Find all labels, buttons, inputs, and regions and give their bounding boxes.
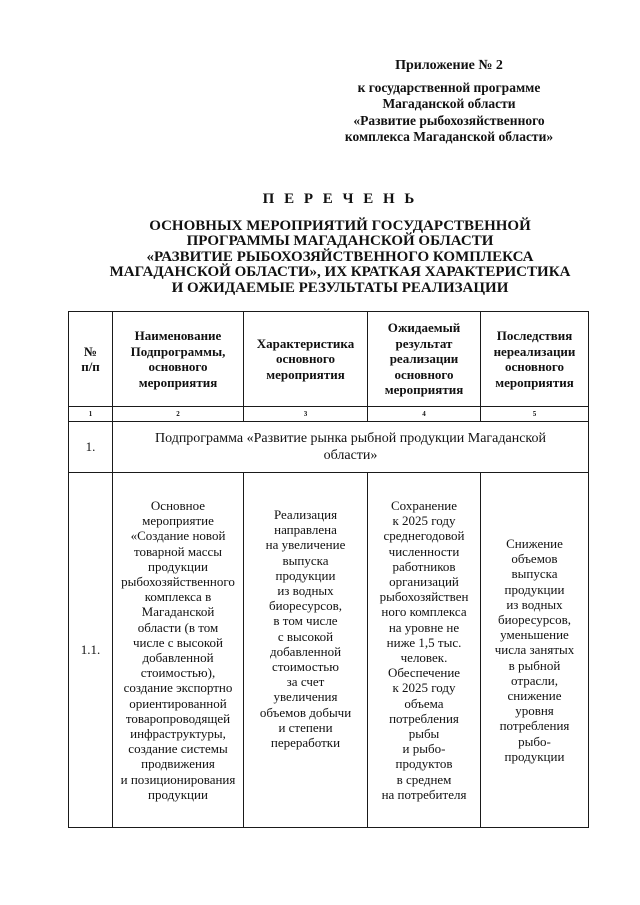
cell-line: переработки (270, 735, 341, 751)
cell-line: из водных (506, 596, 563, 612)
header-characteristic: Характеристика основного мероприятия (244, 312, 368, 407)
subprogram-title: Подпрограмма «Развитие рынка рыбной продукции Магаданской области» (113, 422, 589, 473)
cell-line: продукции (148, 558, 208, 574)
cell-line: в рыбной (508, 657, 561, 673)
cell-line: мероприятие (142, 513, 214, 529)
header-name: Наименование Подпрограммы, основного мероприятия (113, 312, 244, 407)
cell-line: добавленной (142, 650, 214, 665)
cell-line: инфраструктуры, (130, 726, 226, 742)
cell-line: Реализация (273, 507, 338, 522)
cell-line: работников (392, 558, 456, 574)
cell-line: ного комплекса (381, 604, 467, 620)
column-number: 2 (113, 407, 244, 422)
cell-line: рыбохозяйственного (121, 573, 235, 589)
cell-line: объемов добычи (259, 704, 352, 720)
cell-line: из водных (277, 583, 334, 599)
cell-line: на потребителя (381, 786, 467, 802)
row-name-cell (113, 473, 244, 828)
cell-line: уровня (515, 703, 554, 719)
heading-line: ОСНОВНЫХ МЕРОПРИЯТИЙ ГОСУДАРСТВЕННОЙ (149, 217, 531, 234)
heading-list-word: П Е Р Е Ч Е Н Ь (262, 191, 418, 207)
cell-line: создание экспортно (123, 680, 233, 696)
cell-line: и рыбо- (402, 741, 446, 757)
appendix-title: Приложение № 2 (395, 58, 503, 73)
appendix-line: Магаданской области (382, 96, 516, 111)
cell-line: продуктов (395, 756, 453, 772)
cell-line: товаропроводящей (125, 710, 231, 726)
heading-line: И ОЖИДАЕМЫЕ РЕЗУЛЬТАТЫ РЕАЛИЗАЦИИ (171, 279, 509, 296)
cell-line: направлена (274, 522, 337, 538)
cell-line: в среднем (396, 771, 452, 787)
heading-line: МАГАДАНСКОЙ ОБЛАСТИ», ИХ КРАТКАЯ ХАРАКТЕРИСТИКА (109, 264, 571, 280)
row-number: 1.1. (69, 473, 113, 828)
column-number: 5 (481, 407, 589, 422)
cell-line: комплекса в (144, 589, 212, 605)
cell-line: на увеличение (265, 537, 346, 553)
cell-line: рыбо- (518, 733, 551, 749)
cell-line: рыбохозяйствен (379, 589, 469, 605)
cell-line: числа занятых (494, 642, 575, 658)
cell-line: создание системы (128, 741, 228, 757)
header-number: № п/п (69, 312, 113, 407)
cell-line: Основное (150, 497, 206, 513)
cell-line: в том числе (273, 613, 338, 629)
header-expected-result: Ожидаемый результат реализации основного мероприятия (368, 312, 481, 407)
column-number: 1 (69, 407, 113, 422)
cell-line: снижение (507, 688, 562, 703)
cell-line: Магаданской (141, 604, 215, 620)
cell-line: продукции (504, 748, 565, 764)
cell-line: увеличения (273, 689, 338, 705)
column-number-row (69, 407, 589, 422)
heading-line: ПРОГРАММЫ МАГАДАНСКОЙ ОБЛАСТИ (186, 233, 494, 249)
cell-line: отрасли, (511, 672, 558, 688)
cell-line: среднегодовой (383, 528, 465, 544)
header-consequences: Последствия нереализации основного мероприятия (481, 312, 589, 407)
cell-line: Снижение (506, 535, 563, 551)
cell-line: биоресурсов, (498, 611, 571, 627)
cell-line: человек. (400, 650, 448, 665)
cell-line: уменьшение (500, 627, 569, 643)
cell-line: стоимостью (272, 659, 339, 675)
cell-line: Обеспечение (387, 665, 461, 681)
appendix-caption (318, 58, 580, 146)
cell-line: числе с высокой (132, 634, 224, 650)
cell-line: выпуска (282, 552, 329, 568)
cell-line: стоимостью), (140, 665, 216, 681)
cell-line: к 2025 году (392, 680, 456, 696)
cell-line: «Создание новой (130, 528, 226, 544)
cell-line: организаций (389, 573, 459, 589)
heading-line: «РАЗВИТИЕ РЫБОХОЗЯЙСТВЕННОГО КОМПЛЕКСА (146, 248, 534, 265)
cell-line: товарной массы (133, 543, 223, 559)
cell-line: и степени (278, 719, 333, 735)
cell-line: ниже 1,5 тыс. (386, 634, 462, 650)
cell-line: выпуска (511, 566, 558, 582)
cell-line: добавленной (269, 643, 342, 659)
cell-line: потребления (499, 718, 570, 734)
cell-line: к 2025 году (392, 513, 456, 529)
table-header-row (69, 312, 589, 407)
cell-line: за счет (286, 674, 325, 690)
cell-line: и позиционирования (120, 771, 236, 787)
cell-line: Сохранение (390, 497, 458, 513)
appendix-line: к государственной программе (357, 79, 541, 95)
cell-line: потребления (389, 710, 459, 726)
cell-line: на уровне не (388, 619, 460, 635)
cell-line: продвижения (141, 756, 215, 772)
cell-line: с высокой (277, 628, 334, 644)
table-row (69, 473, 589, 828)
appendix-line: комплекса Магаданской области» (344, 129, 554, 144)
measures-table (68, 311, 589, 828)
cell-line: продукции (275, 567, 336, 583)
cell-line: объема (404, 695, 444, 711)
cell-line: рыбы (408, 726, 440, 742)
appendix-line: «Развитие рыбохозяйственного (353, 112, 545, 128)
cell-line: объемов (511, 551, 558, 567)
subprogram-number: 1. (69, 422, 113, 473)
cell-line: численности (388, 543, 460, 559)
cell-line: биоресурсов, (269, 598, 342, 614)
cell-line: ориентированной (129, 695, 227, 711)
cell-line: продукции (148, 786, 208, 802)
document-heading (60, 192, 620, 296)
cell-line: продукции (504, 581, 565, 597)
row-characteristic-cell (244, 473, 368, 828)
column-number: 4 (368, 407, 481, 422)
row-consequences-cell (481, 473, 589, 828)
column-number: 3 (244, 407, 368, 422)
row-result-cell (368, 473, 481, 828)
cell-line: области (в том (137, 619, 219, 635)
subprogram-row (69, 422, 589, 473)
